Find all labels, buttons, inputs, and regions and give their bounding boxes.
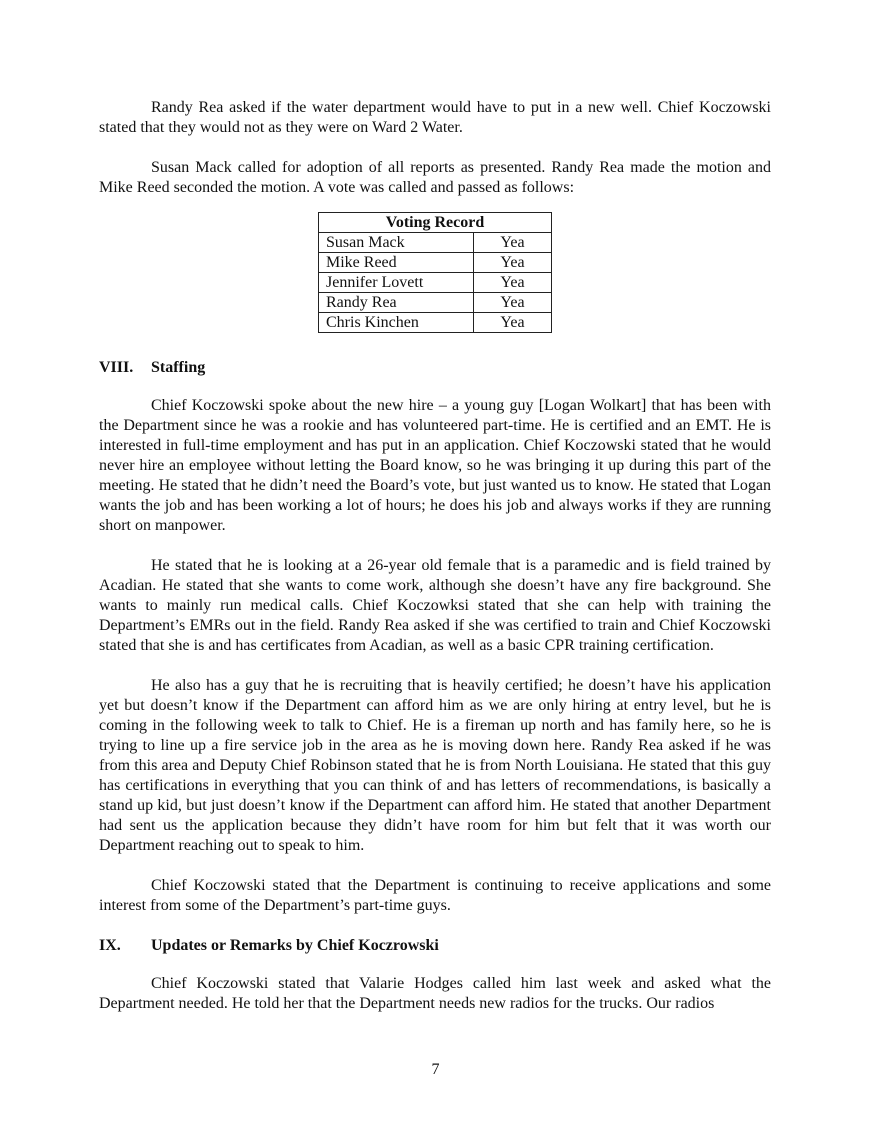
voter-vote: Yea <box>474 253 552 273</box>
voting-record-title: Voting Record <box>319 213 552 233</box>
section-heading-staffing <box>99 358 771 378</box>
voter-vote: Yea <box>474 313 552 333</box>
paragraph-applications: Chief Koczowski stated that the Department is continuing to receive applications and some interest from some of the Department’s part-time guys. <box>99 877 771 914</box>
voter-name: Susan Mack <box>319 233 474 253</box>
voter-vote: Yea <box>474 273 552 293</box>
paragraph-well-question: Randy Rea asked if the water department would have to put in a new well. Chief Koczowski stated that they would not as they were on Ward 2 Water. <box>99 99 771 136</box>
voter-vote: Yea <box>474 293 552 313</box>
voting-record-wrapper <box>99 212 771 333</box>
document-page <box>99 98 771 1034</box>
table-row <box>319 293 552 313</box>
section-number: VIII. <box>99 359 134 376</box>
paragraph-certified-recruit: He also has a guy that he is recruiting that is heavily certified; he doesn’t have his application yet but doesn’t know if the Department can afford him as we are only hiring at entry level, but he is coming in the following week to talk to Chief. He is a fireman up north and has family here, so he is trying to line up a fire service job in the area as he is moving down here. Randy Rea asked if he was from this area and Deputy Chief Robinson stated that he is from North Louisiana. He stated that this guy has certifications in everything that you can think of and has letters of recommendations, is basically a stand up kid, but just doesn’t know if the Department can afford him. He stated that another Department had sent us the application because they didn’t have room for him but felt that it was worth our Department reaching out to speak to him. <box>99 677 771 854</box>
paragraph-adoption-motion: Susan Mack called for adoption of all reports as presented. Randy Rea made the motion and Mike Reed seconded the motion. A vote was called and passed as follows: <box>99 159 771 196</box>
paragraph-new-hire: Chief Koczowski spoke about the new hire – a young guy [Logan Wolkart] that has been with the Department since he was a rookie and has volunteered part-time. He is certified and an EMT. He is interested in full-time employment and has put in an application. Chief Koczowski stated that he would never hire an employee without letting the Board know, so he was bringing it up during this part of the meeting. He stated that he didn’t need the Board’s vote, but just wanted us to know. He stated that Logan wants the job and has been working a lot of hours; he does his job and always works if they are running short on manpower. <box>99 397 771 534</box>
paragraph-radios: Chief Koczowski stated that Valarie Hodges called him last week and asked what the Department needed. He told her that the Department needs new radios for the trucks. Our radios <box>99 975 771 1012</box>
voter-name: Jennifer Lovett <box>319 273 474 293</box>
page-number: 7 <box>431 1061 440 1078</box>
section-title: Updates or Remarks by Chief Koczrowski <box>151 937 439 954</box>
table-row <box>319 313 552 333</box>
paragraph-paramedic-candidate: He stated that he is looking at a 26-year old female that is a paramedic and is field trained by Acadian. He stated that she wants to come work, although she doesn’t have any fire background. She wants to mainly run medical calls. Chief Koczowksi stated that she can help with training the Department’s EMRs out in the field. Randy Rea asked if she was certified to train and Chief Koczowski stated that she is and has certificates from Acadian, as well as a basic CPR training certification. <box>99 557 771 654</box>
table-row <box>319 253 552 273</box>
section-title: Staffing <box>151 359 206 376</box>
voter-vote: Yea <box>474 233 552 253</box>
section-heading-updates <box>99 936 771 956</box>
voter-name: Chris Kinchen <box>319 313 474 333</box>
voting-record-table <box>318 212 552 333</box>
table-row <box>319 273 552 293</box>
voter-name: Mike Reed <box>319 253 474 273</box>
voter-name: Randy Rea <box>319 293 474 313</box>
section-number: IX. <box>99 937 121 954</box>
table-row <box>319 233 552 253</box>
